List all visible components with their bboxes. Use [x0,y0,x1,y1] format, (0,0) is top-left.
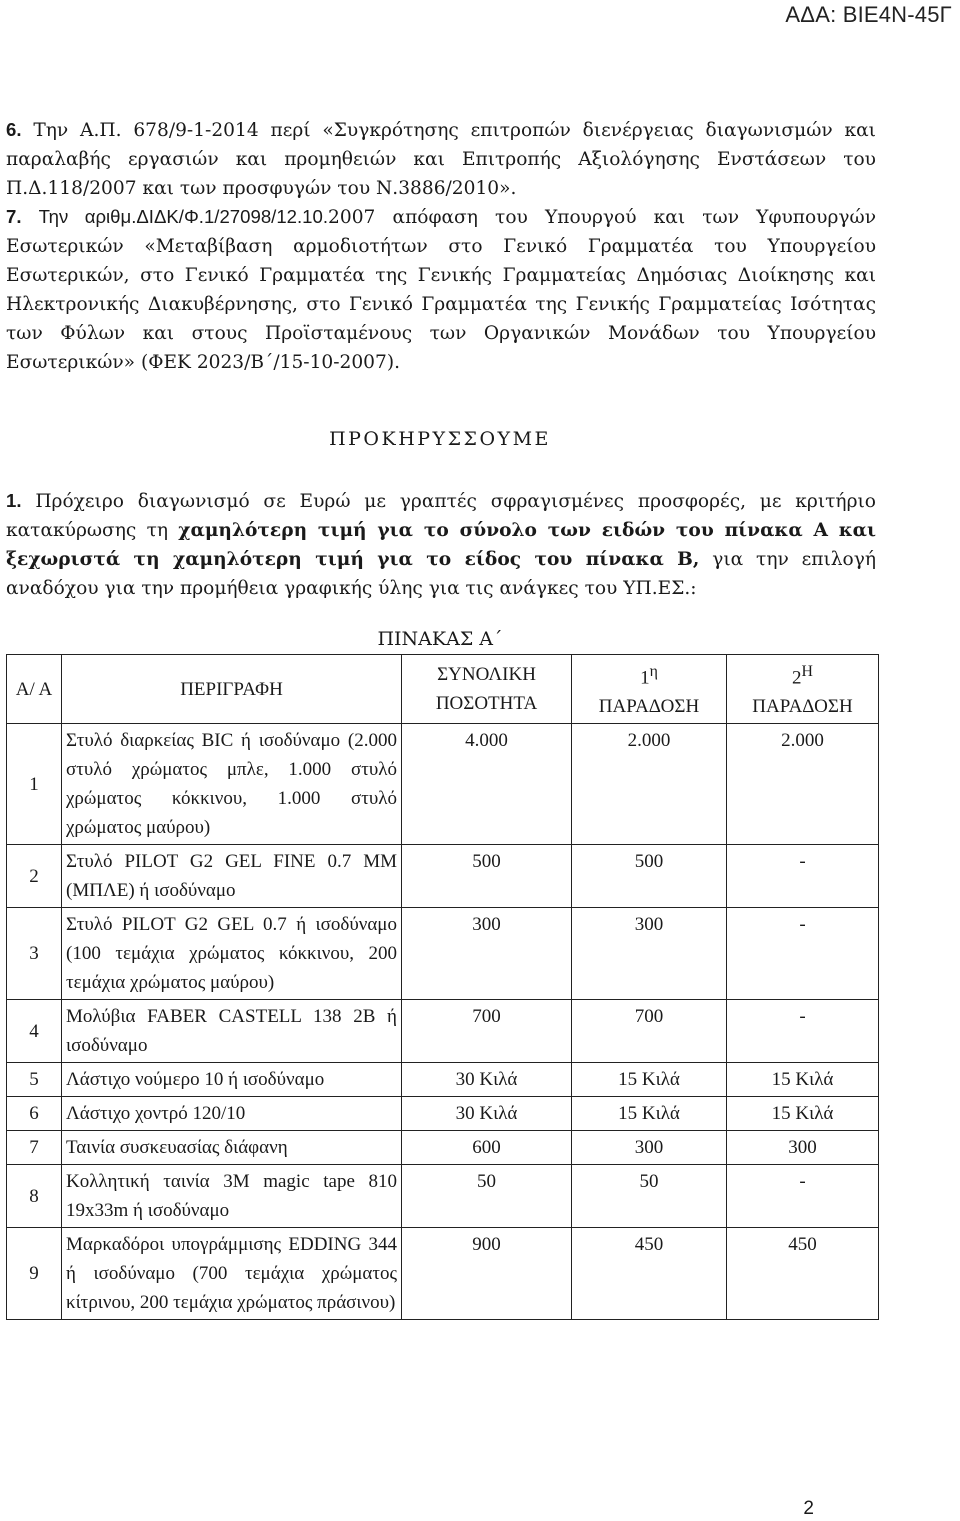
item-7-number: 7. [6,206,22,227]
row-number: 5 [7,1063,62,1097]
announcement-text-end: για την επιλογή αναδόχου για την προμήθεια γραφικής ύλης για τις ανάγκες του ΥΠ.ΕΣ.: [6,549,877,599]
row-quantity: 300 [402,908,572,1000]
row-number: 2 [7,845,62,908]
row-quantity: 30 Κιλά [402,1063,572,1097]
header-delivery-1 [572,655,727,724]
header-description: ΠΕΡΙΓΡΑΦΗ [62,655,402,724]
row-number: 6 [7,1097,62,1131]
item-6-text: Την Α.Π. 678/9-1-2014 περί «Συγκρότησης επιτροπών διενέργειας διαγωνισμών και παραλαβής εργασιών και προμηθειών και Επιτροπής Αξιολόγησης Ενστάσεων του Π.Δ.118/2007 και των προσφυγών του Ν.3886/2010». [6,120,876,199]
row-delivery-1: 300 [572,1131,727,1165]
item-6-number: 6. [6,119,22,140]
table-row [7,1228,879,1320]
item-7-text: 2007 απόφαση του Υπουργού και των Υφυπουργών Εσωτερικών «Μεταβίβαση αρμοδιοτήτων στο Γενικό Γραμματέα του Υπουργείου Εσωτερικών, στο Γενικό Γραμματέα της Γενικής Γραμματείας Δημόσιας Διοίκησης και Ηλεκτρονικής Διακυβέρνησης, στο Γενικό Γραμματέα της Γενικής Γραμματείας Ισότητας των Φύλων και στους Προϊσταμένους των Οργανικών Μονάδων του Υπουργείου Εσωτερικών» (ΦΕΚ 2023/Β΄/15-10-2007). [6,207,876,373]
row-delivery-1: 15 Κιλά [572,1063,727,1097]
row-delivery-1: 2.000 [572,724,727,845]
table-row [7,1000,879,1063]
row-description: Λάστιχο χοντρό 120/10 [62,1097,402,1131]
row-delivery-1: 700 [572,1000,727,1063]
item-6 [6,115,876,203]
row-delivery-2: 450 [727,1228,879,1320]
row-delivery-2: 300 [727,1131,879,1165]
row-delivery-2: - [727,908,879,1000]
row-number: 8 [7,1165,62,1228]
row-delivery-2: - [727,845,879,908]
row-description: Στυλό PILOT G2 GEL FINE 0.7 MM (ΜΠΛΕ) ή ισοδύναμο [62,845,402,908]
table-row [7,1063,879,1097]
items-table [6,654,879,1320]
section-heading: ΠΡΟΚΗΡΥΣΣΟΥΜΕ [329,428,551,450]
row-delivery-1: 15 Κιλά [572,1097,727,1131]
announcement-number: 1. [6,490,22,511]
page-number: 2 [803,1498,814,1519]
row-number: 9 [7,1228,62,1320]
announcement-text-start: Πρόχειρο διαγωνισμό σε Ευρώ με γραπτές σφραγισμένες προσφορές, με κριτήριο κατακύρωσης τη [6,491,876,541]
row-quantity: 700 [402,1000,572,1063]
table-header-row [7,655,879,724]
row-delivery-2: 2.000 [727,724,879,845]
row-delivery-1: 500 [572,845,727,908]
table-row [7,1131,879,1165]
header-delivery-2-word: ΠΑΡΑΔΟΣΗ [752,696,853,718]
header-delivery-2 [727,655,879,724]
header-delivery-1-sup: η [649,663,658,680]
row-number: 1 [7,724,62,845]
item-7 [6,202,876,377]
row-delivery-2: 15 Κιλά [727,1097,879,1131]
row-delivery-1: 450 [572,1228,727,1320]
announcement [6,486,876,603]
row-description: Στυλό PILOT G2 GEL 0.7 ή ισοδύναμο (100 τεμάχια χρώματος κόκκινου, 200 τεμάχια χρώματος μαύρου) [62,908,402,1000]
row-number: 7 [7,1131,62,1165]
row-delivery-1: 300 [572,908,727,1000]
table-row [7,724,879,845]
table-row [7,845,879,908]
table-title: ΠΙΝΑΚΑΣ Α΄ [377,628,503,650]
item-7-reference: Την αριθμ.ΔΙΔΚ/Φ.1/27098/12.10. [38,206,329,227]
table-row [7,908,879,1000]
row-delivery-2: - [727,1000,879,1063]
row-description: Μολύβια FABER CASTELL 138 2B ή ισοδύναμο [62,1000,402,1063]
row-quantity: 900 [402,1228,572,1320]
announcement-bold: χαμηλότερη τιμή για το σύνολο των ειδών του πίνακα Α και ξεχωριστά τη χαμηλότερη τιμή για το είδος του πίνακα Β, [6,520,876,570]
row-delivery-2: 15 Κιλά [727,1063,879,1097]
header-delivery-2-sup: Η [801,663,813,680]
header-quantity: ΣΥΝΟΛΙΚΗ ΠΟΣΟΤΗΤΑ [402,655,572,724]
table-row [7,1097,879,1131]
row-quantity: 600 [402,1131,572,1165]
row-quantity: 50 [402,1165,572,1228]
header-delivery-2-number: 2 [792,667,802,689]
header-delivery-1-number: 1 [640,667,650,689]
header-aa: Α/ Α [7,655,62,724]
row-description: Μαρκαδόροι υπογράμμισης EDDING 344 ή ισοδύναμο (700 τεμάχια χρώματος κίτρινου, 200 τεμάχια χρώματος πράσινου) [62,1228,402,1320]
row-delivery-2: - [727,1165,879,1228]
row-delivery-1: 50 [572,1165,727,1228]
row-description: Κολλητική ταινία 3M magic tape 810 19x33m ή ισοδύναμο [62,1165,402,1228]
ada-code: ΑΔΑ: ΒΙΕ4Ν-45Γ [785,2,952,27]
row-description: Στυλό διαρκείας BIC ή ισοδύναμο (2.000 στυλό χρώματος μπλε, 1.000 στυλό χρώματος κόκκινου, 1.000 στυλό χρώματος μαύρου) [62,724,402,845]
row-description: Λάστιχο νούμερο 10 ή ισοδύναμο [62,1063,402,1097]
row-number: 4 [7,1000,62,1063]
row-description: Ταινία συσκευασίας διάφανη [62,1131,402,1165]
row-quantity: 500 [402,845,572,908]
row-quantity: 4.000 [402,724,572,845]
header-delivery-1-word: ΠΑΡΑΔΟΣΗ [598,696,700,718]
table-row [7,1165,879,1228]
row-quantity: 30 Κιλά [402,1097,572,1131]
row-number: 3 [7,908,62,1000]
